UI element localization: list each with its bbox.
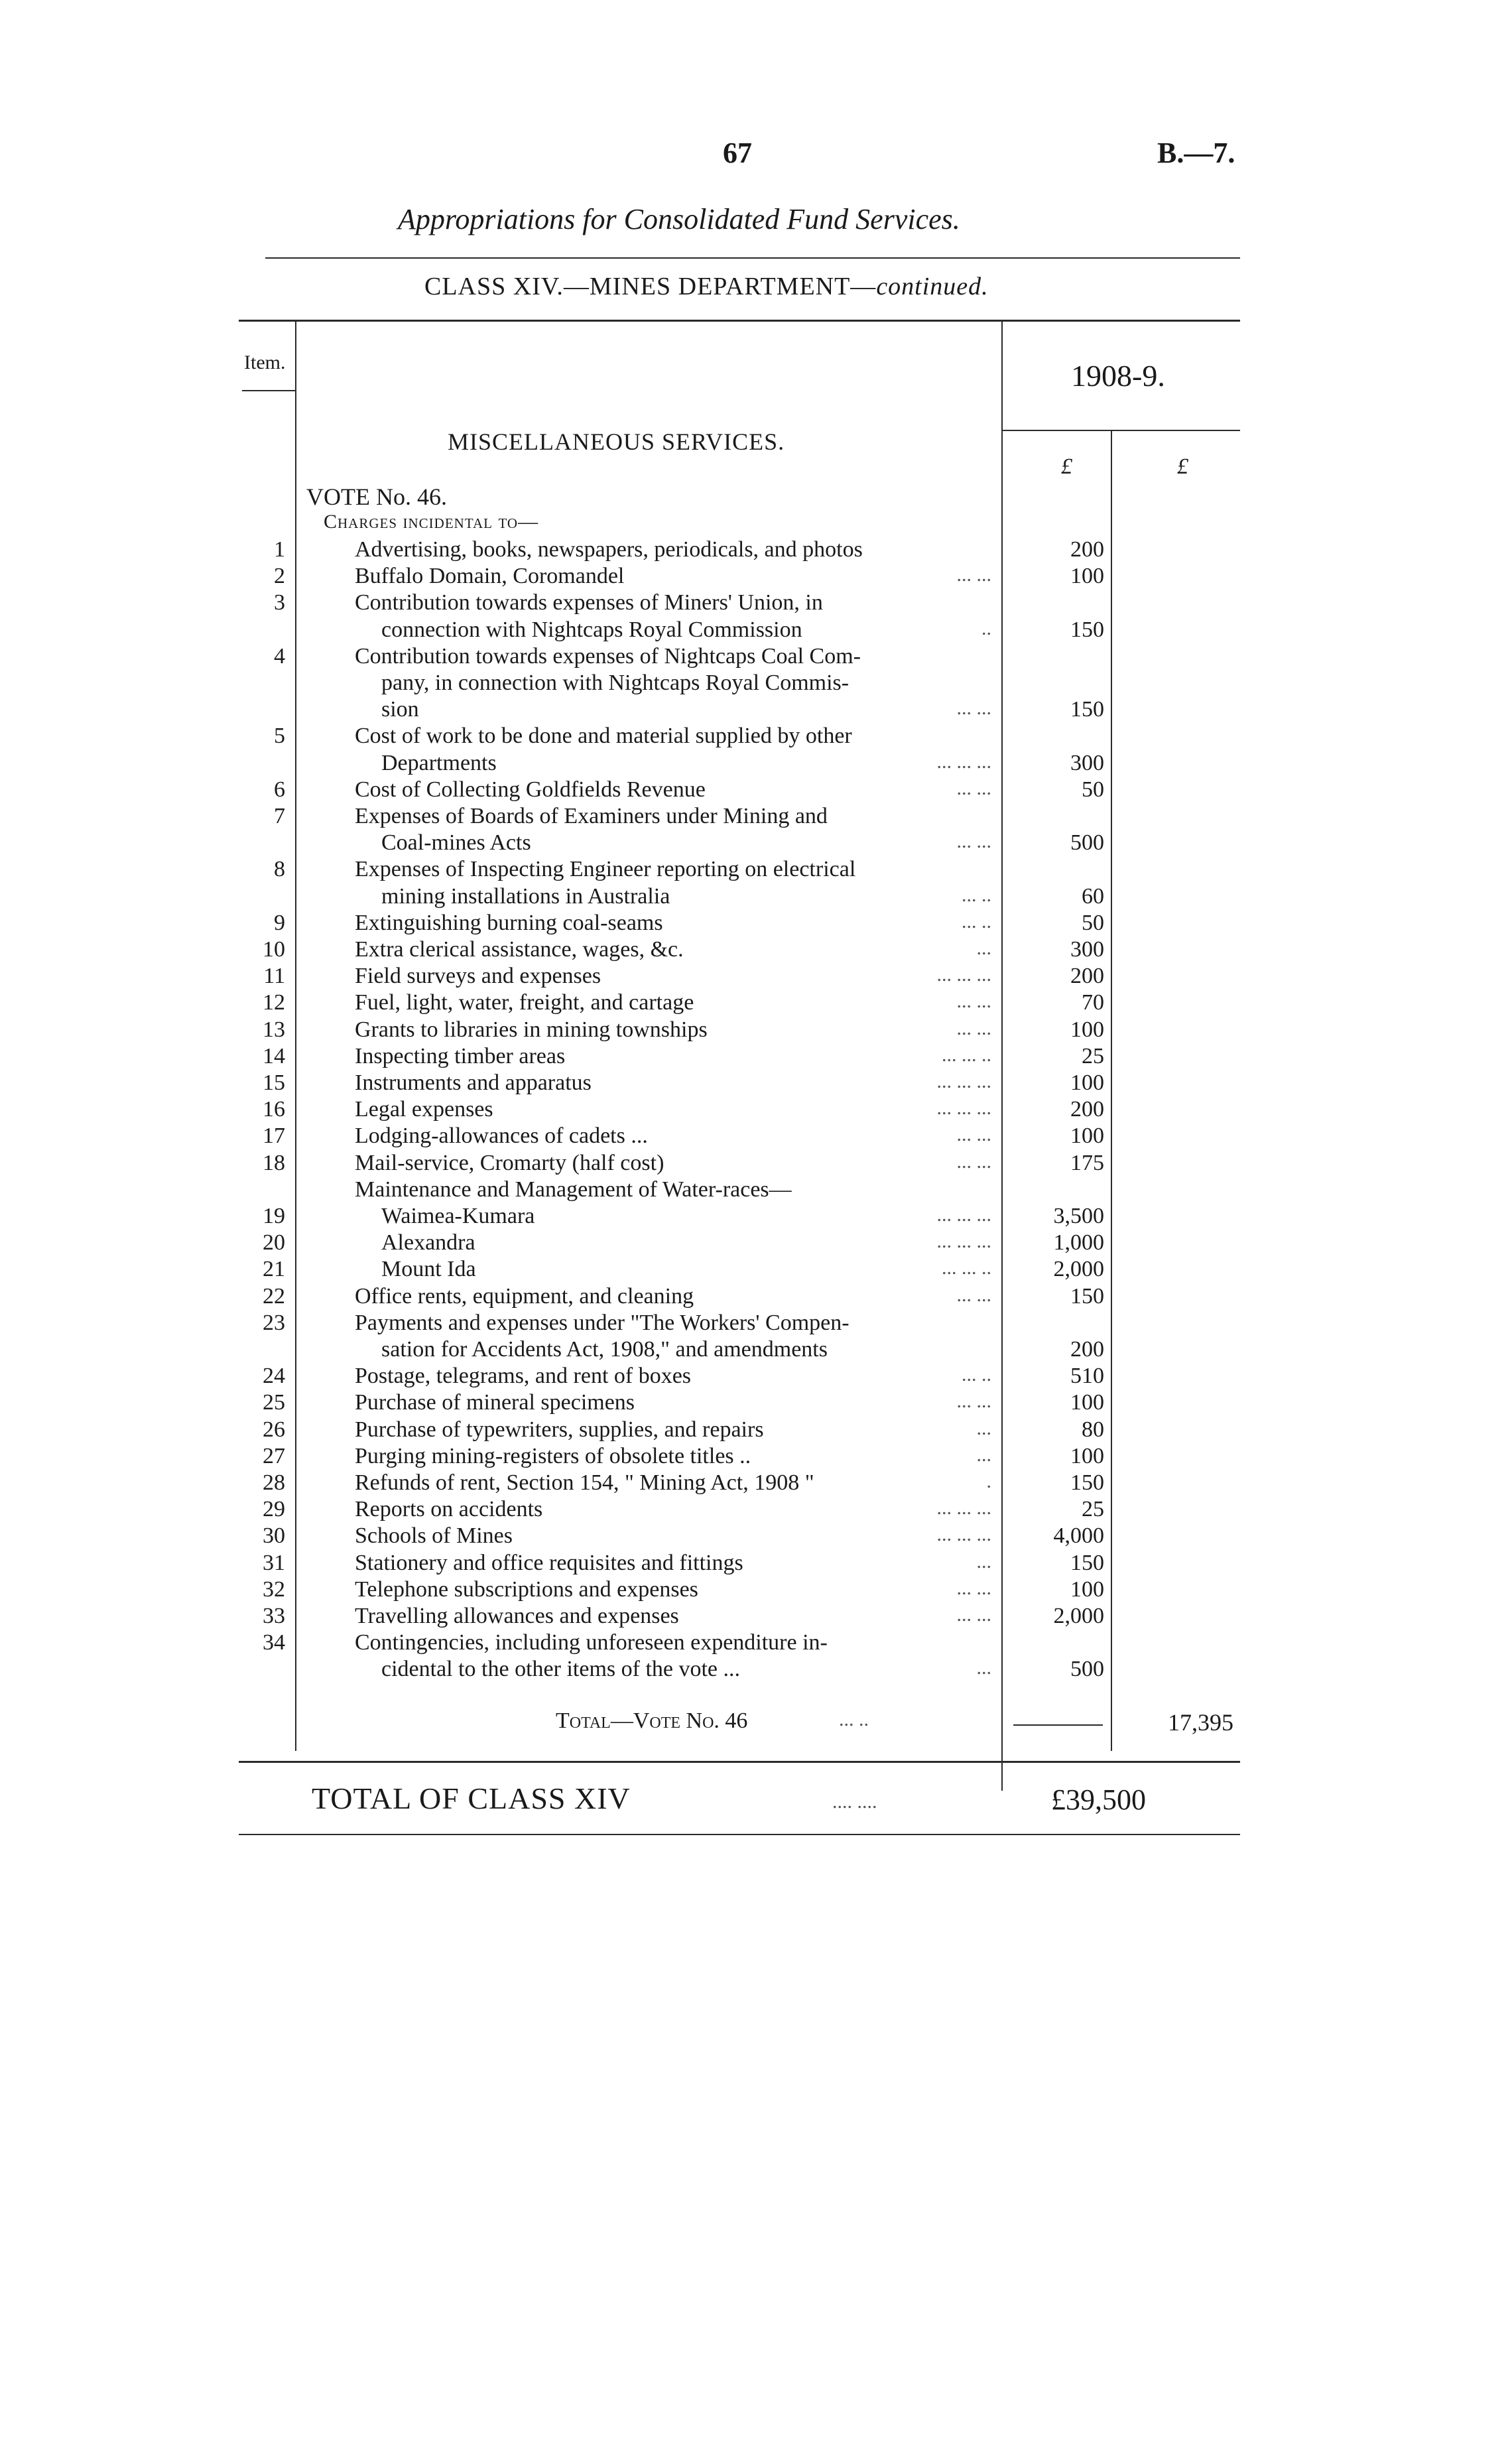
item-number: 25: [263, 1390, 285, 1415]
item-number: 16: [263, 1097, 285, 1122]
item-amount: 150: [1070, 1551, 1104, 1575]
item-number: 30: [263, 1523, 285, 1548]
dot-leader: ...: [976, 1551, 991, 1573]
item-number: 6: [274, 777, 285, 802]
dot-leader: ... ...: [956, 1151, 991, 1173]
pound-sign-items: £: [1061, 454, 1072, 479]
dot-leader: ... ...: [956, 1284, 991, 1306]
item-amount: 25: [1082, 1044, 1104, 1068]
item-description: Departments: [381, 751, 497, 775]
item-amount: 100: [1070, 1070, 1104, 1095]
pound-sign-totals: £: [1177, 454, 1188, 479]
dot-leader: ... ... ...: [936, 751, 991, 773]
item-description: sation for Accidents Act, 1908," and amendments: [381, 1337, 828, 1362]
item-number: 26: [263, 1417, 285, 1442]
item-description: Postage, telegrams, and rent of boxes: [355, 1364, 692, 1388]
item-amount: 2,000: [1053, 1604, 1104, 1628]
class-title-main: CLASS XIV.—MINES DEPARTMENT—: [424, 273, 877, 300]
dot-leader: ... ...: [956, 1017, 991, 1039]
section-title: MISCELLANEOUS SERVICES.: [448, 428, 785, 455]
item-description: Instruments and apparatus: [355, 1070, 592, 1095]
dot-leader: ... ... ...: [936, 1097, 991, 1119]
item-description: Lodging-allowances of cadets ...: [355, 1124, 648, 1148]
item-amount: 3,500: [1053, 1204, 1104, 1228]
item-amount: 60: [1082, 884, 1104, 909]
item-amount: 150: [1070, 697, 1104, 722]
item-description: Contingencies, including unforeseen expenditure in-: [355, 1630, 828, 1655]
item-description: Purchase of mineral specimens: [355, 1390, 635, 1415]
item-amount: 150: [1070, 1470, 1104, 1495]
item-description: Extinguishing burning coal-seams: [355, 911, 663, 935]
item-number: 9: [274, 911, 285, 935]
item-description: Contribution towards expenses of Miners' Union, in: [355, 590, 823, 615]
class-total-top-rule: [239, 1761, 1240, 1763]
title-rule: [265, 257, 1240, 259]
dot-leader: ... ... ...: [936, 1230, 991, 1252]
item-description: sion: [381, 697, 419, 722]
item-number: 14: [263, 1044, 285, 1068]
dot-leader: ... ... ...: [936, 964, 991, 986]
item-description: Schools of Mines: [355, 1523, 513, 1548]
item-description: Fuel, light, water, freight, and cartage: [355, 990, 694, 1015]
item-description: Expenses of Boards of Examiners under Mining and: [355, 804, 828, 828]
item-description: Inspecting timber areas: [355, 1044, 566, 1068]
dot-leader: ... ... ...: [936, 1204, 991, 1226]
dot-leader: ... ..: [962, 1364, 991, 1385]
item-number: 18: [263, 1151, 285, 1175]
item-number: 11: [263, 964, 285, 988]
item-description: pany, in connection with Nightcaps Royal Commis-: [381, 671, 850, 695]
item-amount: 25: [1082, 1497, 1104, 1521]
dot-leader: ... ...: [956, 830, 991, 852]
item-number: 24: [263, 1364, 285, 1388]
item-number: 2: [274, 564, 285, 588]
item-amount: 100: [1070, 1124, 1104, 1148]
dot-leader: ... ...: [956, 1390, 991, 1412]
item-number: 17: [263, 1124, 285, 1148]
dot-leader: ...: [976, 1417, 991, 1439]
item-description: Advertising, books, newspapers, periodicals, and photos: [355, 537, 863, 562]
item-amount: 80: [1082, 1417, 1104, 1442]
dot-leader: ...: [976, 1444, 991, 1466]
item-description: mining installations in Australia: [381, 884, 670, 909]
item-amount: 100: [1070, 564, 1104, 588]
dot-leader: .: [986, 1470, 991, 1492]
year-column-label: 1908-9.: [1071, 359, 1165, 393]
item-number: 10: [263, 937, 285, 962]
item-description: Extra clerical assistance, wages, &c.: [355, 937, 684, 962]
item-description: Reports on accidents: [355, 1497, 543, 1521]
item-description: cidental to the other items of the vote ...: [381, 1657, 741, 1681]
item-description: Buffalo Domain, Coromandel: [355, 564, 625, 588]
dot-leader: ... ...: [956, 564, 991, 586]
dot-leader: ... ... ...: [936, 1523, 991, 1545]
dot-leader: ...: [976, 1657, 991, 1679]
class-total-amount: £39,500: [1051, 1783, 1146, 1816]
item-amount: 50: [1082, 911, 1104, 935]
item-amount: 150: [1070, 617, 1104, 642]
item-column-label: Item.: [244, 352, 286, 373]
item-header-rule: [242, 390, 295, 391]
item-description: Legal expenses: [355, 1097, 493, 1122]
item-amount: 200: [1070, 1097, 1104, 1122]
item-description: Grants to libraries in mining townships: [355, 1017, 708, 1042]
dot-leader: ... ...: [956, 990, 991, 1012]
item-amount: 100: [1070, 1577, 1104, 1602]
item-amount: 500: [1070, 1657, 1104, 1681]
item-amount: 200: [1070, 537, 1104, 562]
item-description: Travelling allowances and expenses: [355, 1604, 679, 1628]
item-number: 1: [274, 537, 285, 562]
class-total-label: TOTAL OF CLASS XIV: [312, 1781, 631, 1815]
dot-leader: ... ... ...: [936, 1070, 991, 1092]
vote-total-dash: [1013, 1724, 1103, 1726]
item-description: Refunds of rent, Section 154, " Mining Act, 1908 ": [355, 1470, 814, 1495]
item-description: Contribution towards expenses of Nightcaps Coal Com-: [355, 644, 861, 669]
item-number: 4: [274, 644, 285, 669]
item-number: 3: [274, 590, 285, 615]
item-amount: 50: [1082, 777, 1104, 802]
dot-leader: ... ...: [956, 1124, 991, 1145]
item-amount: 100: [1070, 1017, 1104, 1042]
vote-total-label: Total—Vote No. 46: [556, 1708, 748, 1733]
item-amount: 510: [1070, 1364, 1104, 1388]
page-title: Appropriations for Consolidated Fund Services.: [398, 203, 960, 235]
item-description: Purchase of typewriters, supplies, and repairs: [355, 1417, 764, 1442]
item-column-divider: [295, 322, 296, 1751]
item-number: 7: [274, 804, 285, 828]
item-number: 20: [263, 1230, 285, 1255]
item-amount: 300: [1070, 937, 1104, 962]
item-number: 28: [263, 1470, 285, 1495]
item-number: 5: [274, 724, 285, 748]
item-number: 23: [263, 1311, 285, 1335]
item-description: Telephone subscriptions and expenses: [355, 1577, 698, 1602]
dot-leader: ... ...: [956, 697, 991, 719]
class-title-continued: continued.: [876, 273, 989, 300]
item-number: 34: [263, 1630, 285, 1655]
item-description: Mount Ida: [381, 1257, 476, 1281]
item-amount: 150: [1070, 1284, 1104, 1309]
item-amount: 500: [1070, 830, 1104, 855]
item-description: Payments and expenses under "The Workers' Compen-: [355, 1311, 850, 1335]
item-description: Alexandra: [381, 1230, 475, 1255]
item-number: 8: [274, 857, 285, 881]
item-description: Cost of Collecting Goldfields Revenue: [355, 777, 706, 802]
vote-total-leader: ... ..: [839, 1708, 869, 1730]
page-number: 67: [723, 137, 752, 169]
item-amount: 100: [1070, 1444, 1104, 1468]
item-number: 22: [263, 1284, 285, 1309]
year-header-rule: [1003, 430, 1240, 431]
item-number: 33: [263, 1604, 285, 1628]
table-top-rule: [239, 320, 1240, 322]
item-number: 19: [263, 1204, 285, 1228]
item-number: 27: [263, 1444, 285, 1468]
item-amount: 2,000: [1053, 1257, 1104, 1281]
item-number: 12: [263, 990, 285, 1015]
dot-leader: ... ..: [962, 884, 991, 906]
item-number: 31: [263, 1551, 285, 1575]
item-amount: 100: [1070, 1390, 1104, 1415]
document-reference: B.—7.: [1157, 137, 1235, 169]
item-amount: 70: [1082, 990, 1104, 1015]
item-number: 32: [263, 1577, 285, 1602]
item-amount: 300: [1070, 751, 1104, 775]
item-number: 21: [263, 1257, 285, 1281]
item-description: Waimea-Kumara: [381, 1204, 535, 1228]
item-description: Expenses of Inspecting Engineer reporting on electrical: [355, 857, 856, 881]
item-amount: 200: [1070, 1337, 1104, 1362]
class-total-bottom-rule: [239, 1834, 1240, 1835]
amount-column-divider: [1001, 322, 1003, 1791]
dot-leader: ... ..: [962, 911, 991, 933]
item-amount: 175: [1070, 1151, 1104, 1175]
item-description: Office rents, equipment, and cleaning: [355, 1284, 694, 1309]
dot-leader: ... ... ...: [936, 1497, 991, 1519]
vote-total-amount: 17,395: [1168, 1709, 1233, 1736]
vote-heading: VOTE No. 46.: [306, 483, 447, 510]
item-description: Cost of work to be done and material supplied by other: [355, 724, 852, 748]
item-description: connection with Nightcaps Royal Commission: [381, 617, 802, 642]
dot-leader: ... ...: [956, 1604, 991, 1626]
dot-leader: ... ...: [956, 777, 991, 799]
item-number: 15: [263, 1070, 285, 1095]
dot-leader: ... ...: [956, 1577, 991, 1599]
dot-leader: ... ... ..: [942, 1044, 991, 1066]
class-total-leader: .... ....: [832, 1791, 877, 1813]
item-amount: 200: [1070, 964, 1104, 988]
item-description: Maintenance and Management of Water-races—: [355, 1177, 792, 1202]
item-description: Purging mining-registers of obsolete titles ..: [355, 1444, 751, 1468]
item-amount: 1,000: [1053, 1230, 1104, 1255]
item-description: Stationery and office requisites and fittings: [355, 1551, 743, 1575]
item-description: Field surveys and expenses: [355, 964, 601, 988]
class-title: [424, 272, 989, 301]
charges-heading: Charges incidental to—: [324, 511, 539, 533]
dot-leader: ..: [981, 617, 991, 639]
item-number: 13: [263, 1017, 285, 1042]
item-amount: 4,000: [1053, 1523, 1104, 1548]
item-number: 29: [263, 1497, 285, 1521]
item-description: Mail-service, Cromarty (half cost): [355, 1151, 664, 1175]
subtotal-column-divider: [1111, 431, 1112, 1751]
dot-leader: ...: [976, 937, 991, 959]
dot-leader: ... ... ..: [942, 1257, 991, 1279]
item-description: Coal-mines Acts: [381, 830, 531, 855]
